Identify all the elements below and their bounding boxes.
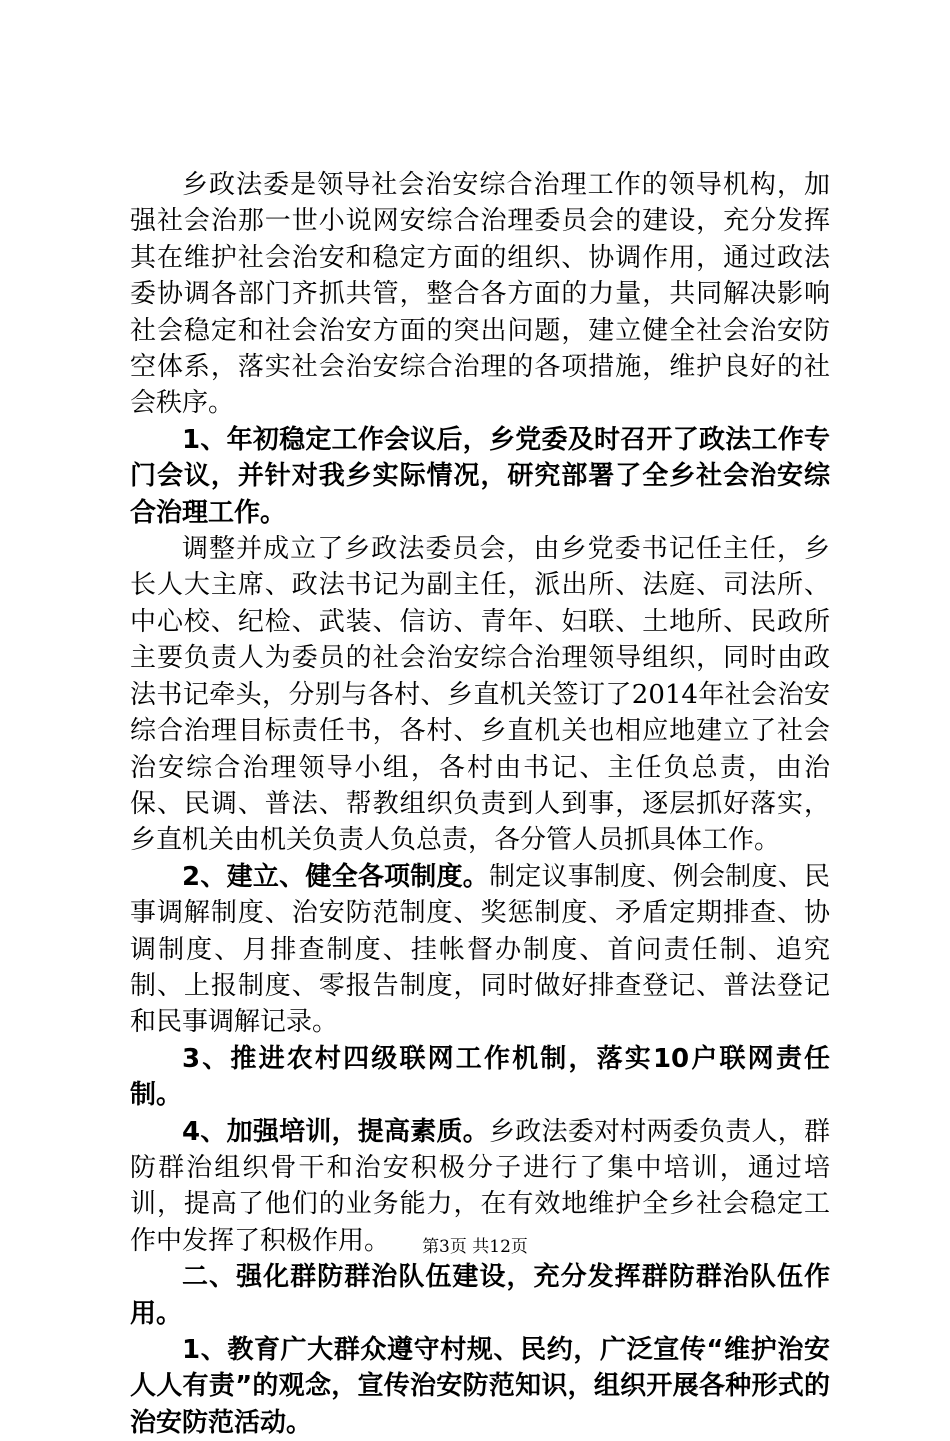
page-footer (0, 1236, 950, 1258)
paragraph-intro: 乡政法委是领导社会治安综合治理工作的领导机构，加强社会治那一世小说网安综合治理委员会的建设，充分发挥其在维护社会治安和稳定方面的组织、协调作用，通过政法委协调各部门齐抓共管，整合各方面的力量，共同解决影响社会稳定和社会治安方面的突出问题，建立健全社会治安防空体系，落实社会治安综合治理的各项措施，维护良好的社会秩序。 (130, 170, 830, 419)
paragraph-item-2-lead: 2、建立、健全各项制度。 (182, 861, 490, 892)
paragraph-item-1-heading: 1、年初稳定工作会议后，乡党委及时召开了政法工作专门会议，并针对我乡实际情况，研究部署了全乡社会治安综合治理工作。 (130, 424, 830, 528)
paragraph-item-3: 3、推进农村四级联网工作机制，落实10户联网责任制。 (130, 1043, 830, 1111)
paragraph-committee: 调整并成立了乡政法委员会，由乡党委书记任主任，乡长人大主席、政法书记为副主任，派出所、法庭、司法所、中心校、纪检、武装、信访、青年、妇联、土地所、民政所主要负责人为委员的社会治安综合治理领导组织，同时由政法书记牵头，分别与各村、乡直机关签订了2014年社会治安综合治理目标责任书，各村、乡直机关也相应地建立了社会治安综合治理领导小组，各村由书记、主任负总责，由治保、民调、普法、帮教组织负责到人到事，逐层抓好落实，乡直机关由机关负责人负总责，各分管人员抓具体工作。 (130, 534, 830, 856)
section-heading-2: 二、强化群防群治队伍建设，充分发挥群防群治队伍作用。 (130, 1262, 830, 1329)
paragraph-item-4-lead: 4、加强培训，提高素质。 (182, 1116, 490, 1147)
paragraph-item-2-body: 制定议事制度、例会制度、民事调解制度、治安防范制度、奖惩制度、矛盾定期排查、协调制度、月排查制度、挂帐督办制度、首问责任制、追究制、上报制度、零报告制度，同时做好排查登记、普法登记和民事调解记录。 (130, 861, 830, 1038)
paragraph-section-2-item-1: 1、教育广大群众遵守村规、民约，广泛宣传“维护治安人人有责”的观念，宣传治安防范知识，组织开展各种形式的治安防范活动。 (130, 1335, 830, 1438)
paragraph-item-4-body: 乡政法委对村两委负责人，群防群治组织骨干和治安积极分子进行了集中培训，通过培训，提高了他们的业务能力，在有效地维护全乡社会稳定工作中发挥了积极作用。 (130, 1116, 830, 1256)
paragraph-item-2 (130, 859, 830, 1041)
page-number-label: 第3页 共12页 (422, 1237, 528, 1257)
